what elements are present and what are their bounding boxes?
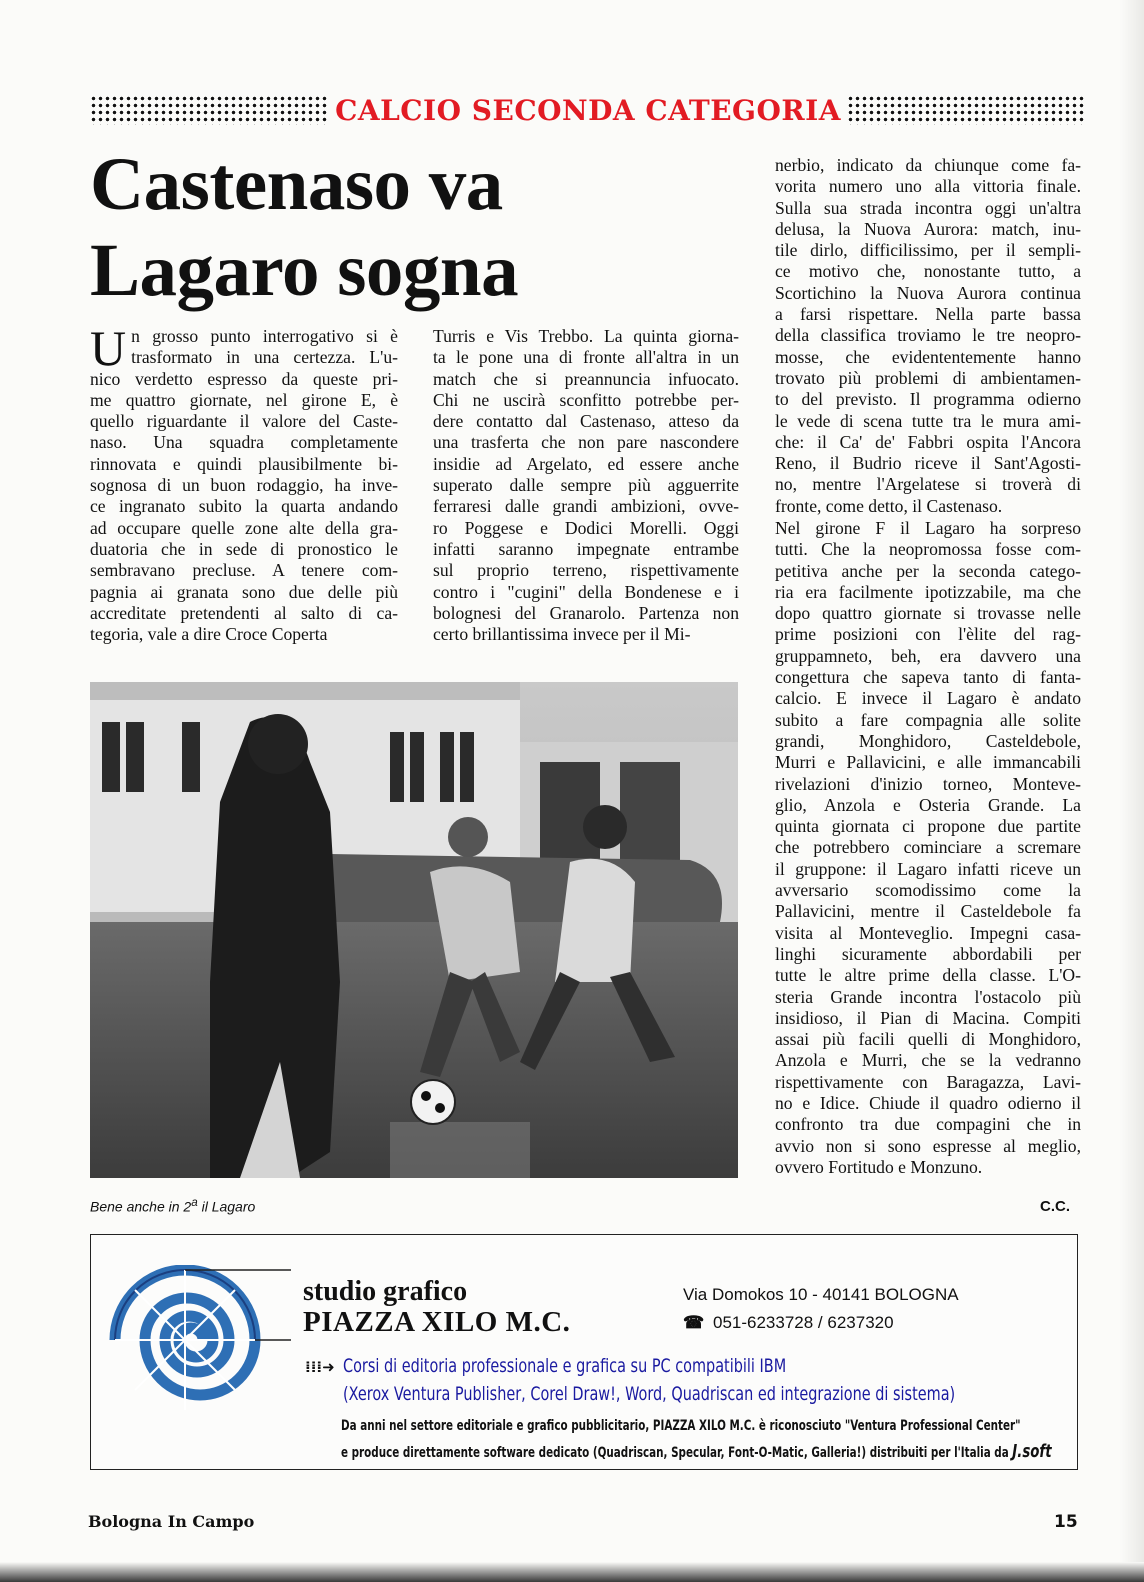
article-line: rinnovata e quindi plausibilmente bi- bbox=[90, 453, 398, 474]
ad-description-line-1: Da anni nel settore editoriale e grafico pubblicitario, PIAZZA XILO M.C. è riconosciuto "Ventura Professional Center" bbox=[341, 1418, 1021, 1434]
article-line: Murri e Pallavicini, e alle immancabili bbox=[775, 752, 1081, 773]
company-line-1: studio grafico bbox=[303, 1276, 468, 1307]
article-line: che: il Ca' de' Fabbri ospita l'Ancora bbox=[775, 431, 1081, 452]
article-line: prime posizioni con l'èlite del rag- bbox=[775, 624, 1081, 645]
article-line: Anzola e Murri, che se la vedranno bbox=[775, 1050, 1081, 1071]
article-line: vorita numero uno alla vittoria finale. bbox=[775, 176, 1081, 197]
publication-name: Bologna In Campo bbox=[88, 1512, 255, 1531]
article-line: nico verdetto espresso da queste pri- bbox=[90, 368, 398, 389]
article-line: a farsi rispettare. Nella parte bassa bbox=[775, 304, 1081, 325]
article-line: subito a fare compagnia alle solite bbox=[775, 709, 1081, 730]
article-line: avversario scomodissimo come la bbox=[775, 880, 1081, 901]
article-line: pagnia ai granata sono due delle più bbox=[90, 581, 398, 602]
article-line: n grosso punto interrogativo si è bbox=[131, 326, 398, 346]
article-line: glio, Anzola e Osteria Grande. La bbox=[775, 794, 1081, 815]
article-column-2 bbox=[433, 326, 739, 645]
match-photo bbox=[90, 682, 738, 1178]
article-line: naso. Una squadra completamente bbox=[90, 432, 398, 453]
article-line: no e Idice. Chiude il quadro odierno il bbox=[775, 1093, 1081, 1114]
article-line: visita al Monteveglio. Impegni casa- bbox=[775, 922, 1081, 943]
article-line: trasformato in una certezza. L'u- bbox=[131, 347, 398, 368]
description-text: e produce direttamente software dedicato (Quadriscan, Specular, Font-O-Matic, Galleria!) distribuiti per l'Italia da bbox=[341, 1445, 1009, 1461]
article-line: certo brillantissima invece per il Mi- bbox=[433, 624, 691, 645]
article-line: sognosa di un buon rodaggio, ha inve- bbox=[90, 475, 398, 496]
phone-number: 051-6233728 / 6237320 bbox=[713, 1313, 894, 1332]
article-line: assai più facili quelli di Monghidoro, bbox=[775, 1029, 1081, 1050]
article-line: ce ingranato subito la quarta andando bbox=[90, 496, 398, 517]
article-line: no, mentre l'Argelatese si troverà di bbox=[775, 474, 1081, 495]
caption-superscript: a bbox=[191, 1196, 198, 1209]
section-title: CALCIO SECONDA CATEGORIA bbox=[335, 93, 841, 127]
nautilus-shell-icon bbox=[105, 1265, 291, 1420]
ad-description-line-2 bbox=[341, 1441, 1052, 1462]
article-line: rivelazioni d'inizio torneo, Monteve- bbox=[775, 773, 1081, 794]
article-line: duatoria che in sede di pronostico le bbox=[90, 538, 398, 559]
article-line: ro Poggese e Dodici Morelli. Oggi bbox=[433, 517, 739, 538]
headline bbox=[90, 142, 590, 314]
article-line: confronto tra due compagini che in bbox=[775, 1114, 1081, 1135]
author-signature: C.C. bbox=[1040, 1198, 1070, 1215]
article-line: to del previsto. Il programma odierno bbox=[775, 389, 1081, 410]
article-line: Turris e Vis Trebbo. La quinta giorna- bbox=[433, 326, 739, 346]
article-line: petitiva anche per la seconda catego- bbox=[775, 560, 1081, 581]
page-edge-shadow bbox=[1120, 0, 1144, 1582]
article-line: grandi, Monghidoro, Casteldebole, bbox=[775, 730, 1081, 751]
article-line: Nel girone F il Lagaro ha sorpreso bbox=[775, 518, 1081, 538]
article-line: Pallavicini, mentre il Casteldebole fa bbox=[775, 901, 1081, 922]
article-line: match che si preannuncia infuocato. bbox=[433, 368, 739, 389]
article-line: tutti. Che la neopromossa fosse com- bbox=[775, 539, 1081, 560]
scan-bottom-shadow bbox=[0, 1562, 1144, 1582]
article-line: Scortichino la Nuova Aurora continua bbox=[775, 282, 1081, 303]
article-line: Sulla sua strada incontra oggi un'altra bbox=[775, 197, 1081, 218]
article-line: dopo quattro giornate si trovasse nelle bbox=[775, 603, 1081, 624]
ad-address: Via Domokos 10 - 40141 BOLOGNA bbox=[683, 1285, 959, 1304]
banner-dots-right bbox=[847, 95, 1086, 125]
article-line: insidioso, il Pian di Macina. Compiti bbox=[775, 1007, 1081, 1028]
article-line: trovato più problemi di ambientamen- bbox=[775, 367, 1081, 388]
article-line: quinta giornata ci propone due partite bbox=[775, 816, 1081, 837]
headline-line-2: Lagaro sogna bbox=[90, 229, 519, 312]
article-line: infatti saranno impegnate entrambe bbox=[433, 538, 739, 559]
article-line: linghi sicuramente abbordabili per bbox=[775, 943, 1081, 964]
football-match-photo bbox=[90, 682, 738, 1178]
phone-icon: ☎ bbox=[683, 1313, 705, 1332]
article-line: le vede di scena tutte tra le mura ami- bbox=[775, 410, 1081, 431]
article-line: tile dirlo, difficilissimo, per il sempli- bbox=[775, 240, 1081, 261]
ad-company-name bbox=[303, 1277, 570, 1337]
article-line: me quattro giornate, nel girone E, è bbox=[90, 389, 398, 410]
article-column-1 bbox=[90, 320, 398, 645]
article-line: della classifica troviamo le tre neopro- bbox=[775, 325, 1081, 346]
article-line: congettura che sapeva tanto di fanta- bbox=[775, 667, 1081, 688]
ad-courses-line-1: Corsi di editoria professionale e grafica su PC compatibili IBM bbox=[343, 1355, 787, 1377]
brand-name: J.soft bbox=[1012, 1441, 1052, 1462]
article-line: nerbio, indicato da chiunque come fa- bbox=[775, 155, 1081, 175]
article-line: dere contatto dal Castenaso, atteso da bbox=[433, 411, 739, 432]
ad-courses-line-2: (Xerox Ventura Publisher, Corel Draw!, Word, Quadriscan ed integrazione di sistema) bbox=[343, 1383, 956, 1405]
article-line: tutte le altre prime della classe. L'O- bbox=[775, 965, 1081, 986]
article-line: sembravano precluse. A tenere com- bbox=[90, 560, 398, 581]
article-line: avvio non si sono espresse al meglio, bbox=[775, 1135, 1081, 1156]
article-line: quello riguardante il valore del Caste- bbox=[90, 411, 398, 432]
article-line: una trasferta che non pare nascondere bbox=[433, 432, 739, 453]
article-line: Reno, il Budrio riceve il Sant'Agosti- bbox=[775, 453, 1081, 474]
article-line: superato dalle sempre più agguerrite bbox=[433, 475, 739, 496]
article-line: rispettivamente con Baragazza, Lavi- bbox=[775, 1071, 1081, 1092]
article-line: gruppamneto, beh, era davvero una bbox=[775, 645, 1081, 666]
article-line: Chi ne uscirà sconfitto potrebbe per- bbox=[433, 389, 739, 410]
ad-phone bbox=[683, 1313, 894, 1333]
article-line: delusa, la Nuova Aurora: match, inu- bbox=[775, 218, 1081, 239]
article-line: ria era facilmente ipotizzabile, ma che bbox=[775, 581, 1081, 602]
banner-dots-left bbox=[90, 95, 329, 125]
article-line: steria Grande incontra l'ostacolo più bbox=[775, 986, 1081, 1007]
photo-caption bbox=[90, 1196, 255, 1215]
article-line: che potrebbero cominciare a scremare bbox=[775, 837, 1081, 858]
article-line: ferraresi dalle grandi ambizioni, ovve- bbox=[433, 496, 739, 517]
article-line: mosse, che evidententemente hanno bbox=[775, 346, 1081, 367]
article-line: ovvero Fortitudo e Monzuno. bbox=[775, 1156, 983, 1177]
caption-text: Bene anche in 2 bbox=[90, 1198, 192, 1215]
section-banner bbox=[90, 88, 1086, 132]
headline-line-1: Castenaso va bbox=[90, 143, 503, 226]
company-line-2: PIAZZA XILO M.C. bbox=[303, 1306, 571, 1338]
article-column-3-part-1 bbox=[775, 155, 1081, 517]
drop-cap: U bbox=[90, 320, 127, 376]
article-line: tegoria, vale a dire Croce Coperta bbox=[90, 624, 328, 645]
article-line: sul proprio terreno, rispettivamente bbox=[433, 560, 739, 581]
article-line: accreditate pretendenti al salto di ca- bbox=[90, 602, 398, 623]
article-line: il gruppone: il Lagaro infatti riceve un bbox=[775, 858, 1081, 879]
article-line: calcio. E invece il Lagaro è andato bbox=[775, 688, 1081, 709]
article-line: insidie ad Argelato, ed essere anche bbox=[433, 453, 739, 474]
arrow-right-icon: ⁞⁞⁞➜ bbox=[305, 1358, 335, 1376]
article-line: fronte, come detto, il Castenaso. bbox=[775, 495, 1003, 516]
article-line: ad occupare quelle zone alte della gra- bbox=[90, 517, 398, 538]
article-column-3-part-2 bbox=[775, 518, 1081, 1178]
article-line: ce motivo che, nonostante tutto, a bbox=[775, 261, 1081, 282]
article-line: bolognesi del Granarolo. Partenza non bbox=[433, 602, 739, 623]
article-line: ta le pone una di fronte all'altra in un bbox=[433, 347, 739, 368]
caption-text-end: il Lagaro bbox=[197, 1198, 256, 1215]
advertisement bbox=[90, 1234, 1078, 1470]
article-line: contro i "cugini" della Bondenese e i bbox=[433, 581, 739, 602]
page-number: 15 bbox=[1054, 1512, 1078, 1532]
